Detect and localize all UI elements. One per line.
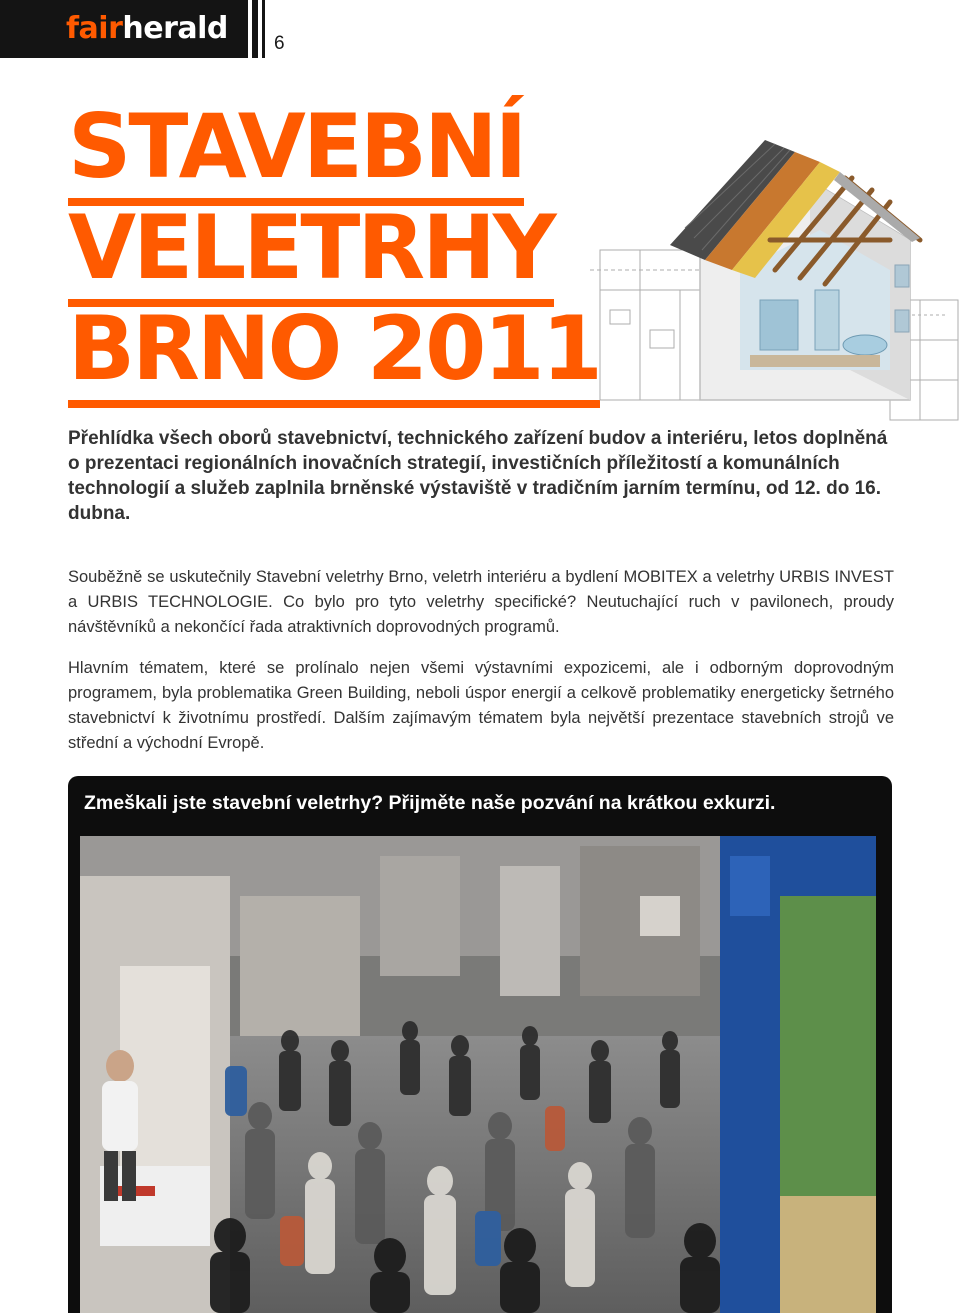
body-paragraph-2: Hlavním tématem, které se prolínalo nejen všemi výstavními expozicemi, ale i odborným doprovodným programem, byla problematika Green Building, neboli úspor energií a celkově problematiky energeticky šetrného stavebnictví k životnímu prostředí. Dalším zajímavým tématem byla největší prezentace stavebních strojů ve střední a východní Evropě. [68, 659, 894, 752]
lead-paragraph: Přehlídka všech oborů stavebnictví, technického zařízení budov a interiéru, letos doplněná o prezentaci regionálních inovačních strategií, investičních příležitostí a komunálních technologií a služeb zaplnila brněnské výstaviště v tradičním jarním termínu, od 12. do 16. dubna. [68, 428, 888, 524]
house-cutaway-illustration [590, 70, 960, 430]
headline [68, 96, 628, 399]
logo-herald: herald [122, 11, 228, 46]
video-box [68, 776, 892, 1313]
page-number: 6 [274, 33, 285, 54]
masthead-divider-thin [262, 0, 265, 58]
headline-line-2: VELETRHY [68, 197, 628, 298]
video-caption: Zmeškali jste stavební veletrhy? Přijměte naše pozvání na krátkou exkurzi. [84, 792, 776, 814]
exhibition-hall-crowd-photo [80, 836, 876, 1313]
video-player[interactable] [80, 836, 876, 1313]
fairherald-logo [66, 11, 228, 46]
masthead-divider-thick [252, 0, 258, 58]
logo-fair: fair [66, 11, 123, 46]
body-paragraph-1: Souběžně se uskutečnily Stavební veletrhy Brno, veletrh interiéru a bydlení MOBITEX a veletrhy URBIS INVEST a URBIS TECHNOLOGIE. Co bylo pro tyto veletrhy specifické? Neutuchající ruch v pavilonech, proudy návštěvníků a nekončící řada atraktivních doprovodných programů. [68, 568, 894, 636]
headline-line-1: STAVEBNÍ [68, 96, 628, 197]
headline-line-3: BRNO 2011 [68, 298, 628, 399]
masthead [0, 0, 248, 58]
